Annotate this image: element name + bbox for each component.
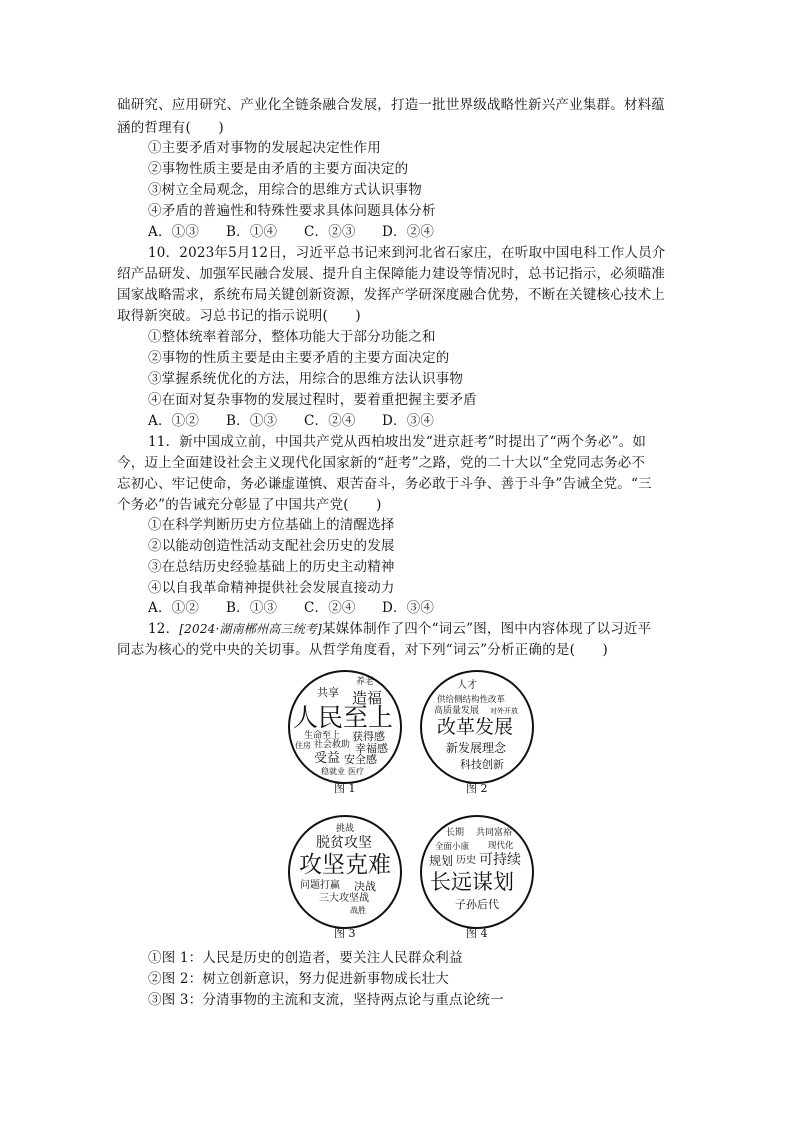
q12-text-line — [148, 619, 651, 639]
cloud-word: 生命至上 — [304, 731, 341, 741]
cloud-word: 三大攻坚战 — [319, 893, 369, 904]
q9-item: ②事物性质主要是由矛盾的主要方面决定的 — [148, 161, 409, 177]
word-cloud-2 — [420, 670, 534, 784]
cloud-word: 医疗 — [348, 767, 364, 776]
q9-item: ③树立全局观念，用综合的思维方式认识事物 — [148, 182, 422, 198]
cloud-word: 现代化 — [488, 841, 514, 851]
q10-text-line: 绍产品研发、加强军民融合发展、提升自主保障能力建设等情况时，总书记指示，必须瞄准 — [117, 266, 665, 282]
option-d: D．②④ — [382, 224, 435, 240]
cloud-word: 共同富裕 — [476, 828, 513, 838]
option-b: B．①④ — [226, 224, 278, 240]
q11-text-line: 今，迈上全面建设社会主义现代化国家新的“赶考”之路，党的二十大以“全党同志务必不 — [117, 455, 646, 471]
option-c: C．②④ — [304, 413, 356, 429]
cloud-word: 战胜 — [350, 906, 366, 915]
cloud-word: 供给侧结构性改革 — [437, 695, 506, 705]
option-d: D．③④ — [382, 600, 435, 616]
option-a: A．①② — [148, 413, 200, 429]
q12-item: ③图 3：分清事物的主流和支流，坚持两点论与重点论统一 — [148, 992, 504, 1008]
figure-caption: 图 4 — [466, 927, 488, 940]
figure-caption: 图 3 — [334, 927, 356, 940]
figure-caption: 图 2 — [466, 782, 488, 795]
cloud-word: 决战 — [354, 880, 376, 893]
figure-caption: 图 1 — [334, 782, 356, 795]
cloud-word: 住房 — [295, 741, 311, 750]
q9-item: ①主要矛盾对事物的发展起决定性作用 — [148, 140, 381, 156]
cloud-word: 社会救助 — [314, 740, 351, 750]
q11-text-line: 忘初心、牢记使命，务必谦虚谨慎、艰苦奋斗，务必敢于斗争、善于斗争”告诫全党。“三 — [117, 476, 652, 492]
word-cloud-3 — [288, 815, 402, 929]
cloud-word: 养老 — [356, 677, 375, 687]
cloud-word: 获得感 — [352, 730, 385, 743]
option-b: B．①③ — [226, 413, 278, 429]
cloud-word: 可持续 — [479, 852, 521, 868]
cloud-word: 科技创新 — [460, 758, 504, 771]
q10-options — [148, 411, 460, 431]
cloud-word: 规划 — [429, 854, 454, 868]
q10-text-line: 取得新突破。习总书记的指示说明( ) — [117, 308, 361, 324]
cloud-word: 安全感 — [344, 753, 377, 766]
cloud-word: 历史 — [456, 855, 476, 866]
cloud-word: 造福 — [352, 689, 383, 707]
q12-source: [2024·湖南郴州高三统考] — [179, 622, 322, 636]
q11-item: ②以能动创造性活动支配社会历史的发展 — [148, 538, 395, 554]
cloud-word: 子孙后代 — [455, 898, 499, 911]
cloud-word: 长期 — [446, 828, 465, 838]
option-d: D．③④ — [382, 413, 435, 429]
option-a: A．①③ — [148, 224, 200, 240]
q12-item: ②图 2：树立创新意识，努力促进新事物成长壮大 — [148, 971, 449, 987]
q12-number: 12． — [148, 621, 180, 637]
cloud-word: 共享 — [317, 686, 339, 699]
q10-item: ②事物的性质主要是由主要矛盾的主要方面决定的 — [148, 350, 450, 366]
cloud-word: 稳就业 — [321, 767, 345, 776]
q11-item: ④以自我革命精神提供社会发展直接动力 — [148, 580, 395, 596]
cloud-word: 受益 — [314, 751, 341, 766]
q10-item: ③掌握系统优化的方法，用综合的思维方法认识事物 — [148, 371, 464, 387]
cloud-word: 脱贫攻坚 — [316, 835, 372, 851]
option-b: B．①③ — [226, 600, 278, 616]
q11-text-line: 11．新中国成立前，中国共产党从西柏坡出发“进京赶考”时提出了“两个务必”。如 — [148, 434, 647, 450]
q12-text-line: 同志为核心的党中央的关切事。从哲学角度看，对下列“词云”分析正确的是( ) — [117, 642, 608, 658]
q9-options — [148, 222, 460, 242]
q9-text-line: 涵的哲理有( ) — [117, 120, 224, 136]
cloud-word: 新发展理念 — [446, 741, 507, 755]
option-a: A．①② — [148, 600, 200, 616]
q9-text-line: 础研究、应用研究、产业化全链条融合发展，打造一批世界级战略性新兴产业集群。材料蕴 — [117, 97, 665, 113]
option-c: C．②③ — [304, 224, 356, 240]
cloud-word: 对外开放 — [490, 707, 518, 715]
cloud-word: 幸福感 — [355, 742, 388, 755]
word-cloud-4 — [420, 815, 534, 929]
q11-options — [148, 598, 460, 618]
q12-item: ①图 1：人民是历史的创造者，要关注人民群众利益 — [148, 950, 463, 966]
cloud-word: 长远谋划 — [430, 870, 514, 894]
q10-item: ④在面对复杂事物的发展过程时，要着重把握主要矛盾 — [148, 392, 477, 408]
q11-item: ①在科学判断历史方位基础上的清醒选择 — [148, 517, 395, 533]
q12-text: 某媒体制作了四个“词云”图，图中内容体现了以习近平 — [322, 621, 652, 637]
option-c: C．②④ — [304, 600, 356, 616]
q10-text-line: 10．2023年5月12日，习近平总书记来到河北省石家庄，在听取中国电科工作人员介 — [148, 245, 666, 261]
cloud-word: 问题打赢 — [300, 880, 340, 891]
cloud-word: 改革发展 — [437, 716, 514, 738]
q11-text-line: 个务必”的告诫充分彰显了中国共产党( ) — [117, 497, 382, 513]
q11-item: ③在总结历史经验基础上的历史主动精神 — [148, 559, 395, 575]
cloud-word: 高质量发展 — [434, 706, 480, 716]
q9-item: ④矛盾的普遍性和特殊性要求具体问题具体分析 — [148, 203, 436, 219]
q10-text-line: 国家战略需求，系统布局关键创新资源，发挥产学研深度融合优势，不断在关键核心技术上 — [117, 287, 665, 303]
cloud-word: 挑战 — [336, 824, 355, 834]
cloud-word: 攻坚克难 — [299, 852, 391, 878]
cloud-word: 人民至上 — [293, 703, 394, 732]
cloud-word: 人才 — [457, 680, 477, 691]
word-cloud-1 — [288, 670, 402, 784]
cloud-word: 全面小康 — [435, 842, 470, 852]
q10-item: ①整体统率着部分，整体功能大于部分功能之和 — [148, 329, 436, 345]
